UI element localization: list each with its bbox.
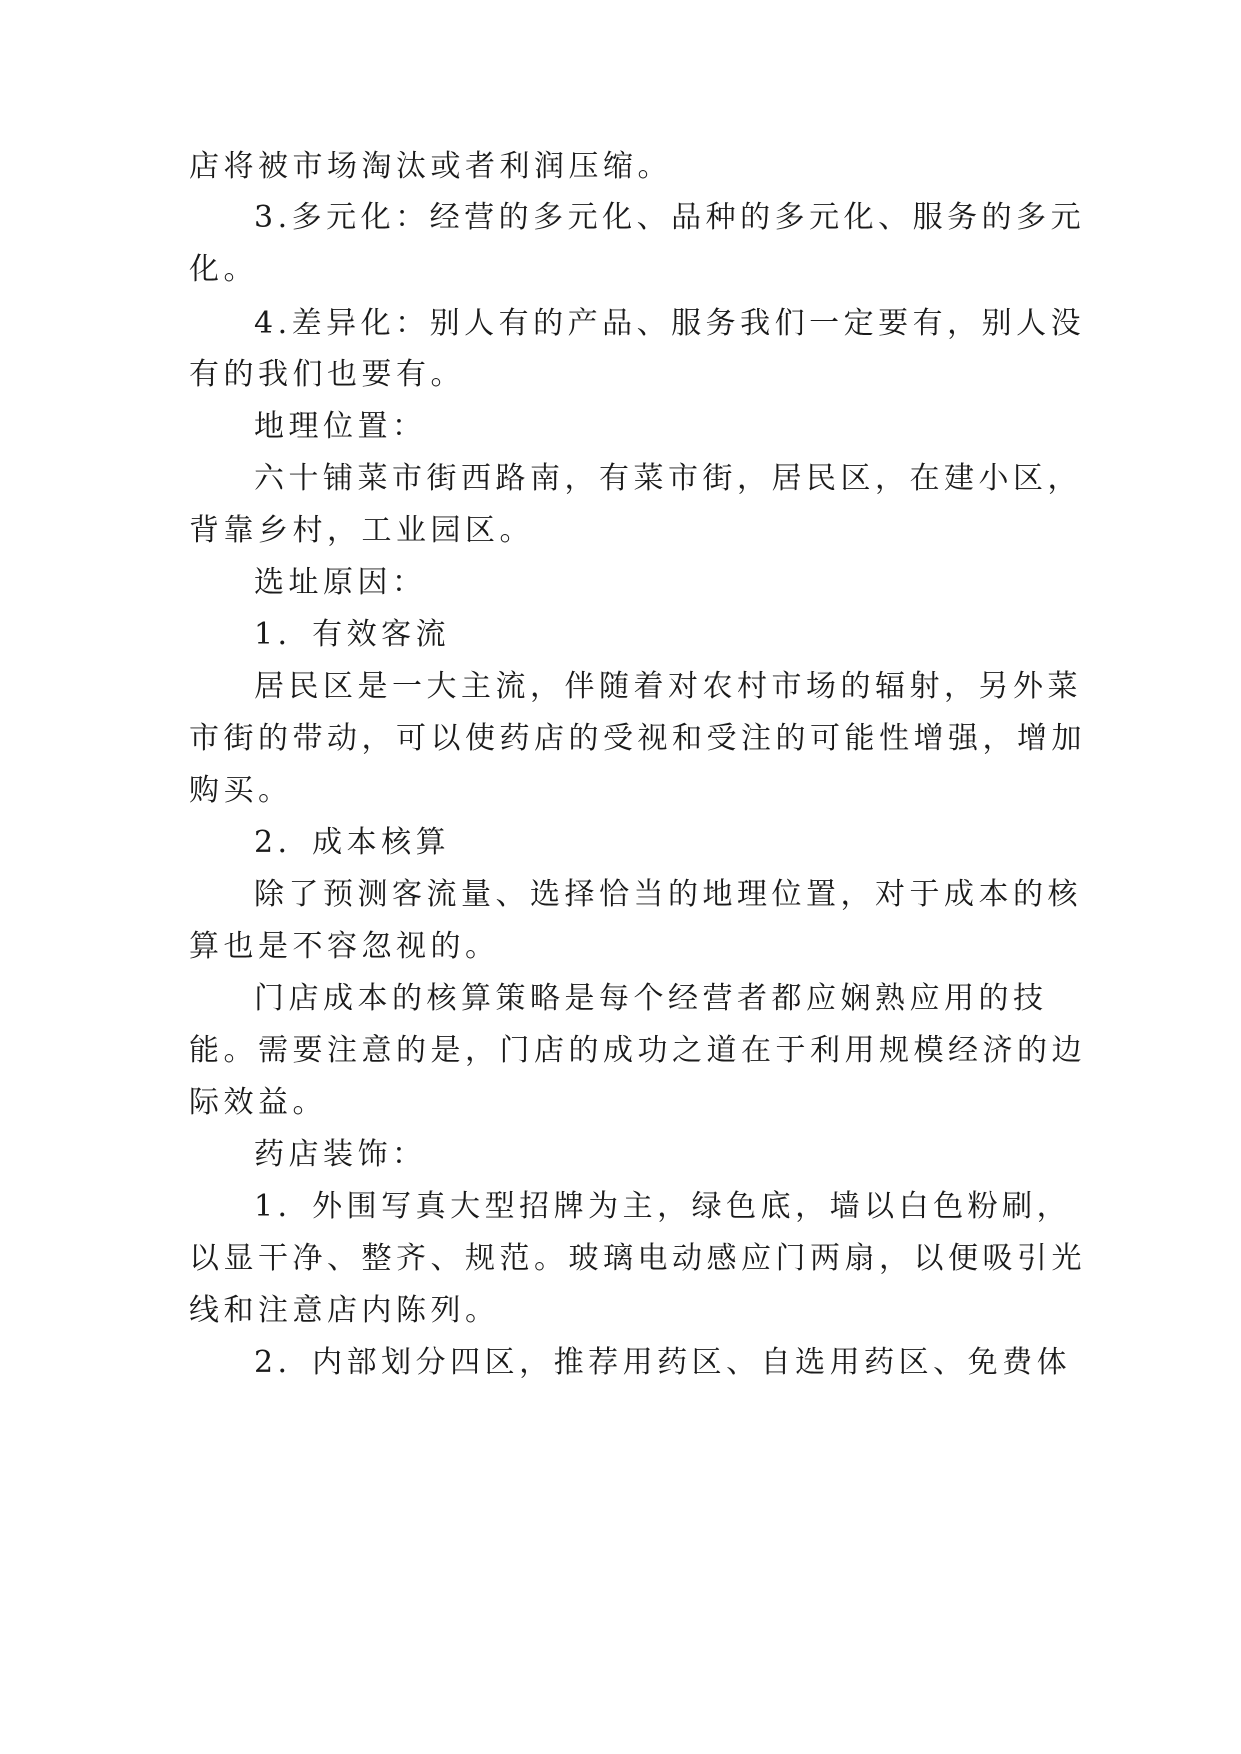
text-line: 线和注意店内陈列。 — [189, 1293, 500, 1328]
section-heading: 地理位置： — [254, 409, 427, 444]
subheading: 1．有效客流 — [254, 617, 451, 652]
text-line: 3.多元化：经营的多元化、品种的多元化、服务的多元 — [254, 200, 1086, 235]
text-line: 1．外围写真大型招牌为主，绿色底，墙以白色粉刷， — [254, 1189, 1072, 1224]
text-line: 化。 — [189, 252, 258, 287]
subheading: 2．成本核算 — [254, 825, 451, 860]
text-line: 购买。 — [189, 773, 293, 808]
text-line: 2．内部划分四区，推荐用药区、自选用药区、免费体 — [254, 1345, 1072, 1380]
text-line: 门店成本的核算策略是每个经营者都应娴熟应用的技 — [254, 981, 1048, 1016]
text-line: 算也是不容忽视的。 — [189, 929, 500, 964]
text-line: 际效益。 — [189, 1085, 327, 1120]
text-line: 能。需要注意的是，门店的成功之道在于利用规模经济的边 — [189, 1033, 1086, 1068]
section-heading: 选址原因： — [254, 565, 427, 600]
text-line: 居民区是一大主流，伴随着对农村市场的辐射，另外菜 — [254, 669, 1082, 704]
text-line: 背靠乡村，工业园区。 — [189, 513, 534, 548]
text-line: 市街的带动，可以使药店的受视和受注的可能性增强，增加 — [189, 721, 1086, 756]
text-line: 以显干净、整齐、规范。玻璃电动感应门两扇，以便吸引光 — [189, 1241, 1086, 1276]
text-line: 除了预测客流量、选择恰当的地理位置，对于成本的核 — [254, 877, 1082, 912]
text-line: 六十铺菜市街西路南，有菜市街，居民区，在建小区， — [254, 461, 1082, 496]
text-line: 有的我们也要有。 — [189, 357, 465, 392]
text-line: 店将被市场淘汰或者利润压缩。 — [189, 149, 672, 184]
text-line: 4.差异化：别人有的产品、服务我们一定要有，别人没 — [254, 306, 1086, 341]
section-heading: 药店装饰： — [254, 1137, 427, 1172]
